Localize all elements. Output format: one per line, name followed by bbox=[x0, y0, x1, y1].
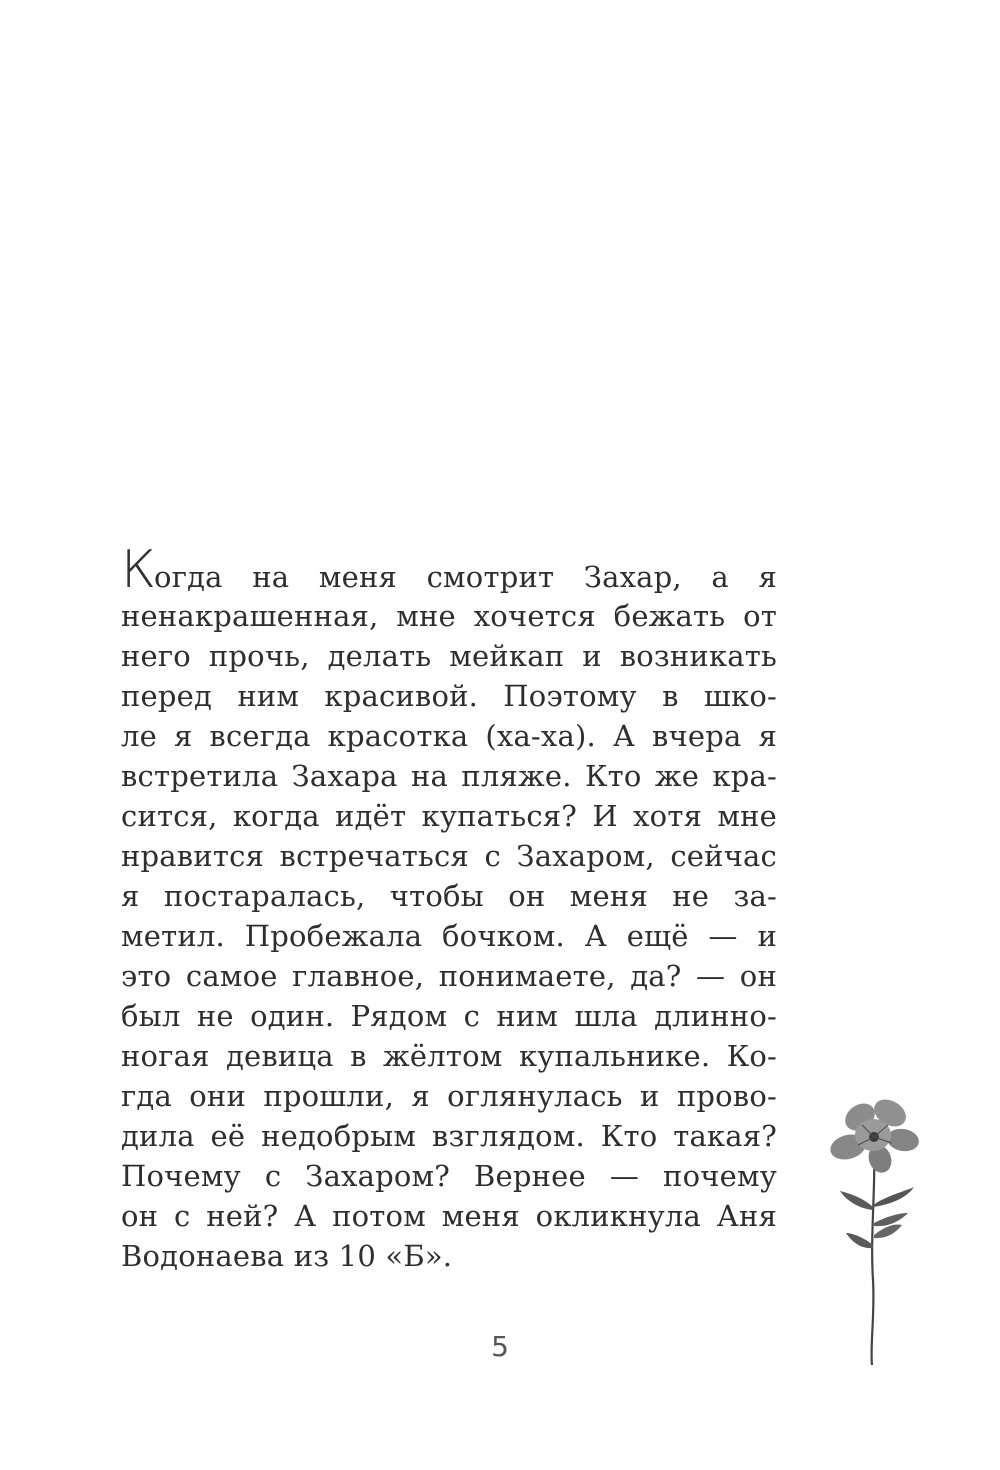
body-text bbox=[121, 540, 777, 1276]
text-line: перед ним красивой. Поэтому в шко- bbox=[121, 679, 777, 713]
text-line-last: Водонаева из 10 «Б». bbox=[121, 1239, 453, 1273]
text-line: него прочь, делать мейкап и возникать bbox=[121, 639, 777, 673]
text-line: гда они прошли, я оглянулась и прово- bbox=[121, 1079, 777, 1113]
text-line: Почему с Захаром? Вернее — почему bbox=[121, 1159, 777, 1193]
text-line: он с ней? А потом меня окликнула Аня bbox=[121, 1199, 777, 1233]
text-line: ногая девица в жёлтом купальнике. Ко- bbox=[121, 1039, 777, 1073]
text-line: ненакрашенная, мне хочется бежать от bbox=[121, 599, 777, 633]
text-line: дила её недобрым взглядом. Кто такая? bbox=[121, 1119, 777, 1153]
text-line: ле я всегда красотка (ха-ха). А вчера я bbox=[121, 719, 777, 753]
flower-illustration-icon bbox=[818, 1095, 928, 1370]
text-line: сится, когда идёт купаться? И хотя мне bbox=[121, 799, 777, 833]
text-line: это самое главное, понимаете, да? — он bbox=[121, 959, 777, 993]
first-line-text: огда на меня смотрит Захар, а я bbox=[154, 560, 777, 594]
text-line: был не один. Рядом с ним шла длинно- bbox=[121, 999, 777, 1033]
text-line: метил. Пробежала бочком. А ещё — и bbox=[121, 919, 777, 953]
paragraph-first-line bbox=[121, 540, 777, 600]
text-line: я постаралась, чтобы он меня не за- bbox=[121, 879, 777, 913]
page-number: 5 bbox=[491, 1330, 509, 1363]
text-line: нравится встречаться с Захаром, сейчас bbox=[121, 839, 777, 873]
text-line: встретила Захара на пляже. Кто же кра- bbox=[121, 759, 777, 793]
drop-cap: К bbox=[121, 540, 155, 600]
